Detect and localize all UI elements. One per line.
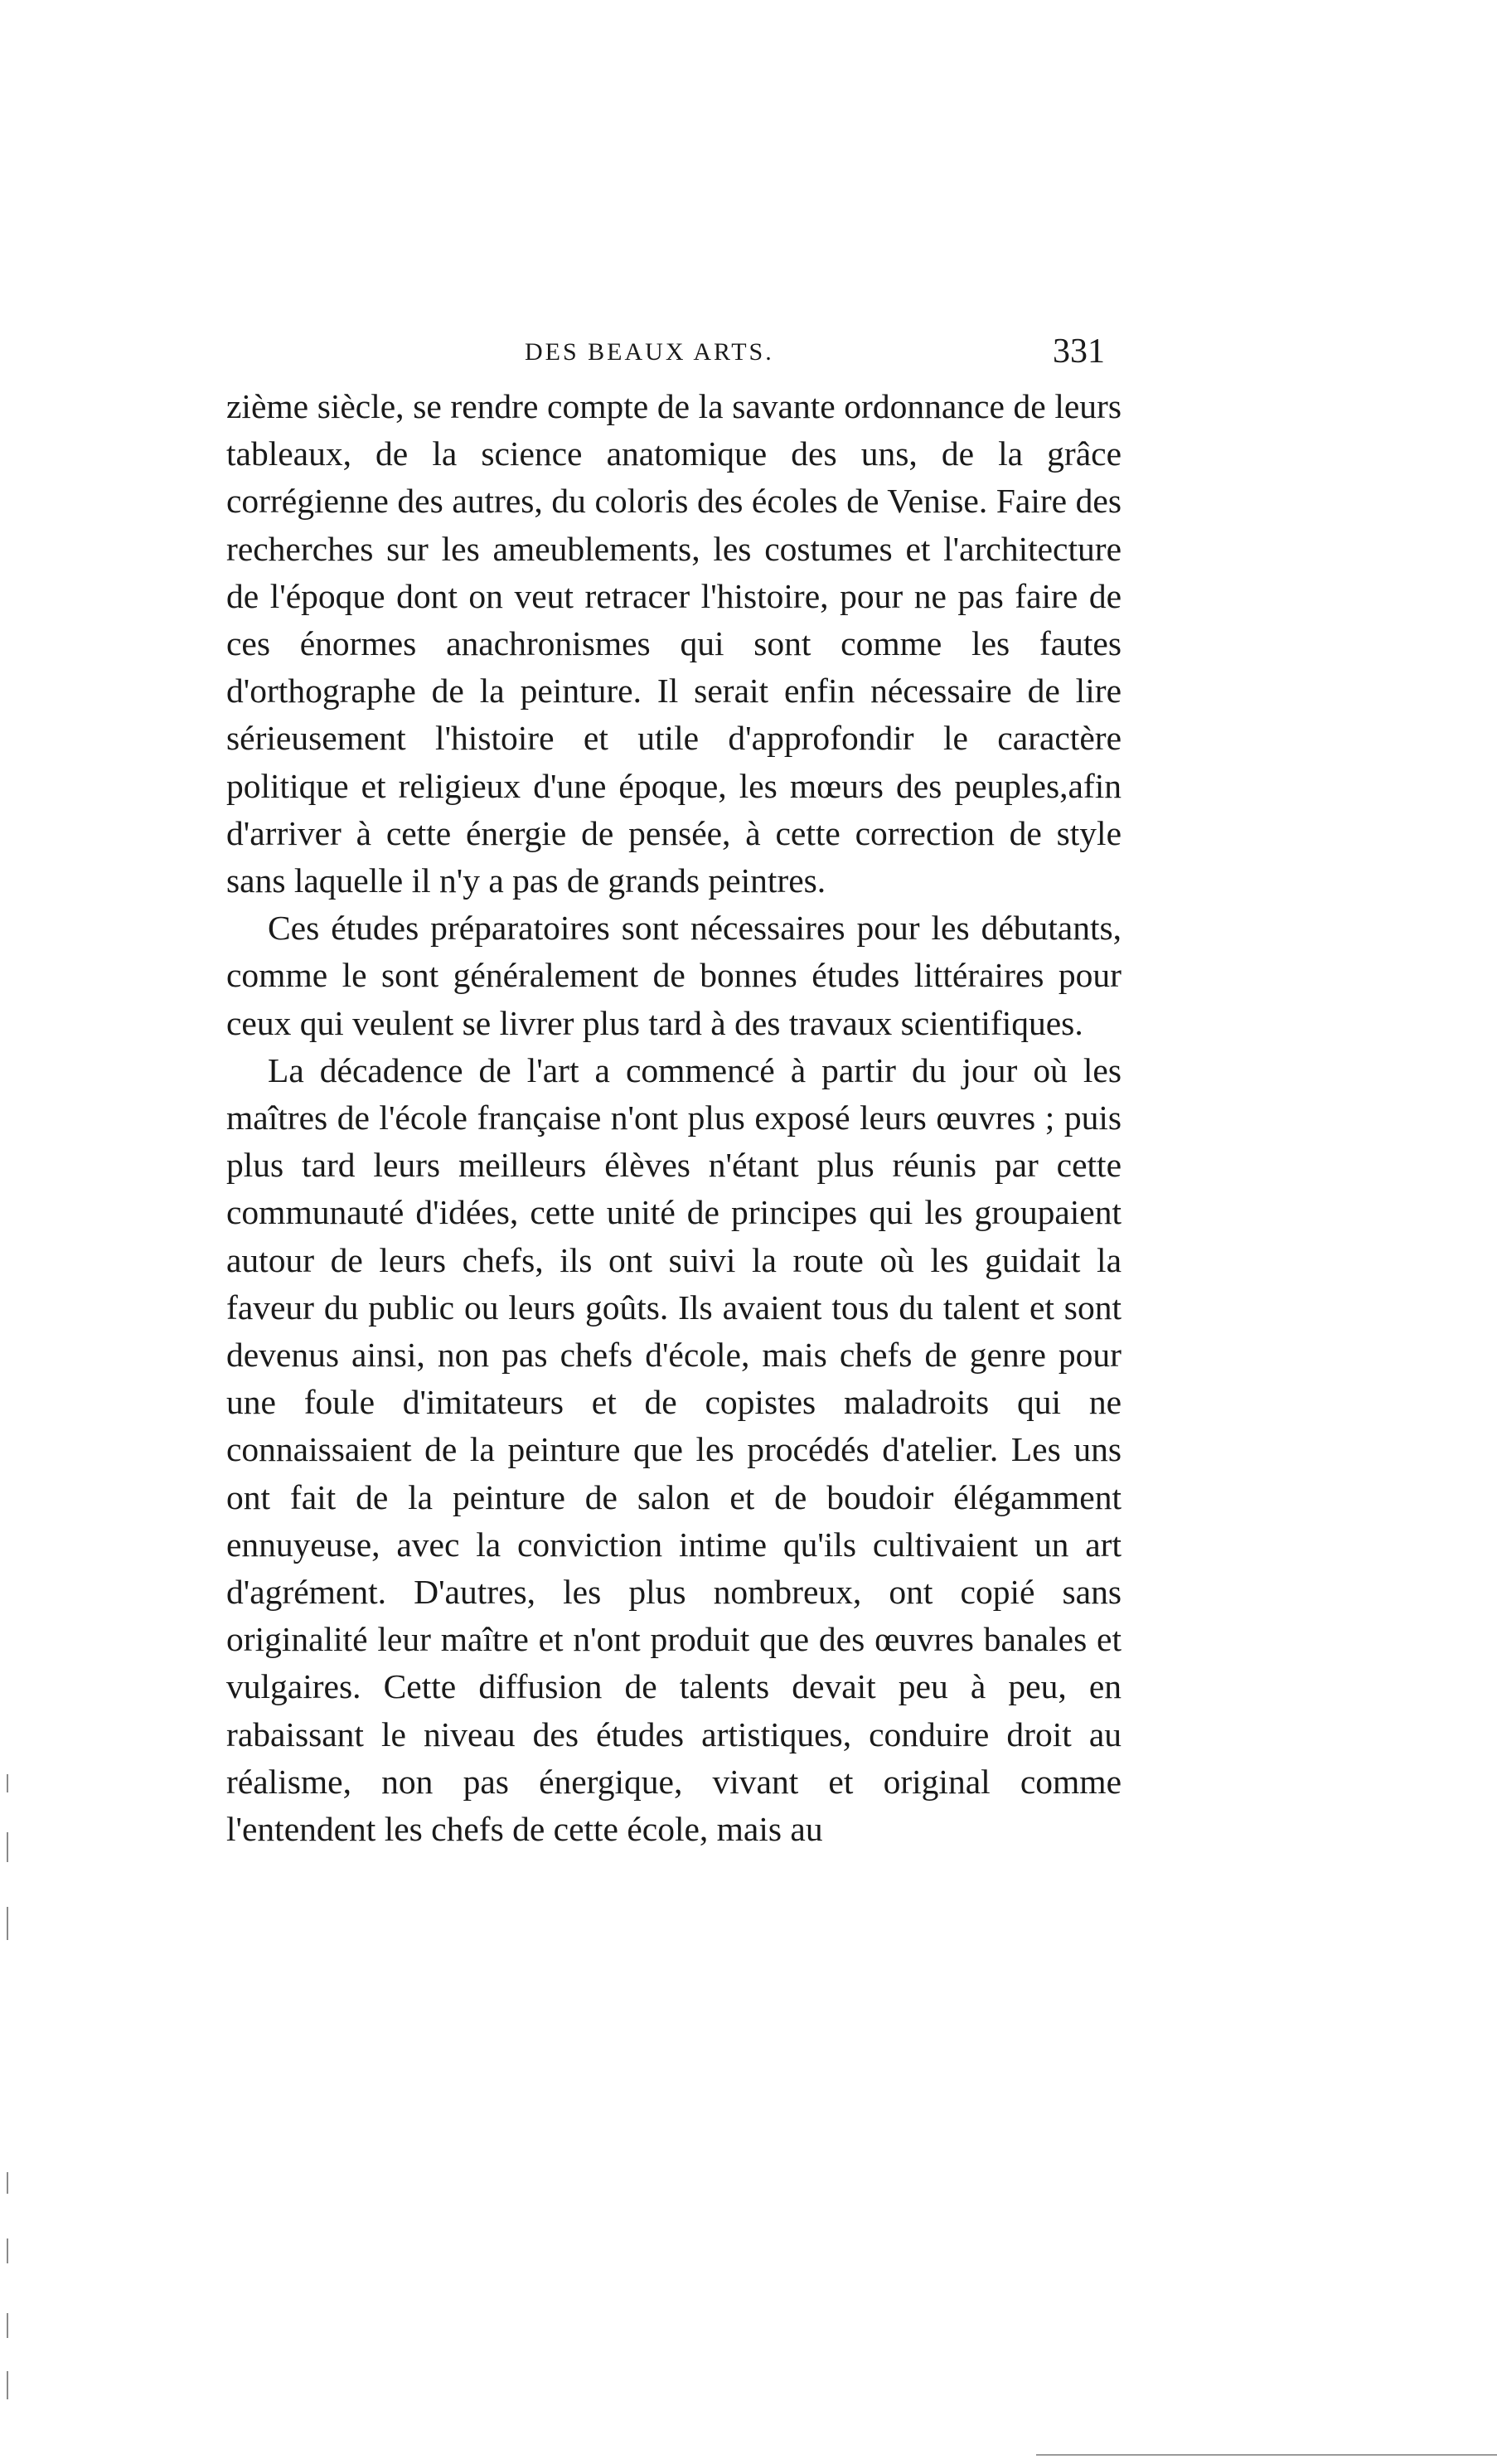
scan-bottom-edge	[1036, 2454, 1497, 2456]
paragraph-continuation: zième siècle, se rendre compte de la savante ordonnance de leurs tableaux, de la science anatomique des uns, de la grâce corrégienne des autres, du coloris des écoles de Venise. Faire des recherches sur les ameublements, les costumes et l'architecture de l'époque dont on veut retracer l'histoire, pour ne pas faire de ces énormes anachronismes qui sont comme les fautes d'orthographe de la peinture. Il serait enfin nécessaire de lire sérieusement l'histoire et utile d'approfondir le caractère politique et religieux d'une époque, les mœurs des peuples,afin d'arriver à cette énergie de pensée, à cette correction de style sans laquelle il n'y a pas de grands peintres.	[226, 387, 1122, 900]
scan-edge-mark	[7, 2238, 8, 2263]
paragraph-decadence: La décadence de l'art a commencé à partir du jour où les maîtres de l'école française n'ont plus exposé leurs œuvres ; puis plus tard leurs meilleurs élèves n'étant plus réunis par cette communauté d'idées, cette unité de principes qui les groupaient autour de leurs chefs, ils ont suivi la route où les guidait la faveur du public ou leurs goûts. Ils avaient tous du talent et sont devenus ainsi, non pas chefs d'école, mais chefs de genre pour une foule d'imitateurs et de copistes maladroits qui ne connaissaient de la peinture que les procédés d'atelier. Les uns ont fait de la peinture de salon et de boudoir élégamment ennuyeuse, avec la conviction intime qu'ils cultivaient un art d'agrément. D'autres, les plus nombreux, ont copié sans originalité leur maître et n'ont produit que des œuvres banales et vulgaires. Cette diffusion de talents devait peu à peu, en rabaissant le niveau des études artistiques, conduire droit au réalisme, non pas énergique, vivant et original comme l'entendent les chefs de cette école, mais au	[226, 1050, 1122, 1849]
scan-edge-mark	[7, 1907, 8, 1940]
running-title: DES BEAUX ARTS.	[525, 338, 774, 366]
scan-edge-mark	[7, 1774, 8, 1792]
scan-edge-mark	[7, 2172, 8, 2194]
running-head	[226, 332, 1105, 381]
scan-edge-mark	[7, 1832, 8, 1862]
paragraph-preparatory-studies: Ces études préparatoires sont nécessaires pour les débutants, comme le sont généralement de bonnes études littéraires pour ceux qui veulent se livrer plus tard à des travaux scientifiques.	[226, 909, 1122, 1042]
scan-edge-mark	[7, 2371, 8, 2399]
scan-edge-mark	[7, 2313, 8, 2338]
page-number: 331	[1053, 332, 1105, 371]
body-text	[226, 383, 1122, 1853]
